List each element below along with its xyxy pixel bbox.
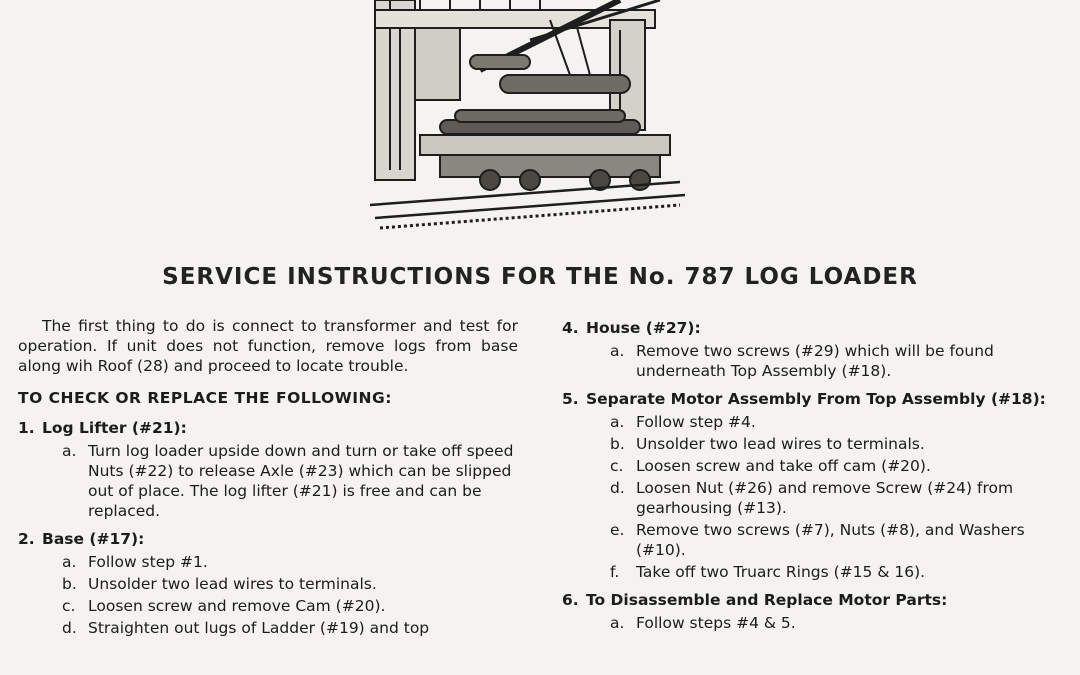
section-number: 6. xyxy=(562,591,579,609)
section-number: 5. xyxy=(562,390,579,408)
list-item: a. Follow steps #4 & 5. xyxy=(610,614,796,632)
list-item: c. Loosen screw and take off cam (#20). xyxy=(610,457,931,475)
list-item: d. Loosen Nut (#26) and remove Screw (#24) from gearhousing (#13). xyxy=(610,479,1014,517)
section-title: House (#27): xyxy=(586,319,701,337)
list-item: f. Take off two Truarc Rings (#15 & 16). xyxy=(610,563,926,581)
section-disassemble-motor xyxy=(562,590,1062,633)
list-item: a. Follow step #4. xyxy=(610,413,756,431)
section-number: 1. xyxy=(18,419,35,437)
section-title: Separate Motor Assembly From Top Assembly (#18): xyxy=(586,390,1046,408)
list-item: a. Follow step #1. xyxy=(62,553,208,571)
section-base xyxy=(18,529,518,638)
list-item: d. Straighten out lugs of Ladder (#19) and top xyxy=(62,619,430,637)
list-item: c. Loosen screw and remove Cam (#20). xyxy=(62,597,386,615)
list-item: e. Remove two screws (#7), Nuts (#8), and Washers (#10). xyxy=(610,521,1025,559)
section-log-lifter xyxy=(18,418,518,521)
section-number: 4. xyxy=(562,319,579,337)
right-column xyxy=(562,318,1062,641)
intro-paragraph: The first thing to do is connect to transformer and test for operation. If unit does not function, remove logs from base along wih Roof (28) and proceed to locate trouble. xyxy=(18,317,518,375)
log-loader-illustration xyxy=(360,0,690,240)
list-item: a. Remove two screws (#29) which will be found underneath Top Assembly (#18). xyxy=(610,342,994,380)
section-house xyxy=(562,318,1062,381)
page-title: SERVICE INSTRUCTIONS FOR THE No. 787 LOG LOADER xyxy=(162,264,918,290)
check-heading: TO CHECK OR REPLACE THE FOLLOWING: xyxy=(18,389,392,407)
list-item: b. Unsolder two lead wires to terminals. xyxy=(610,435,925,453)
section-title: To Disassemble and Replace Motor Parts: xyxy=(586,591,948,609)
section-title: Log Lifter (#21): xyxy=(42,419,187,437)
list-item: a. Turn log loader upside down and turn or take off speed Nuts (#22) to release Axle (#23) which can be slipped out of place. The log lifter (#21) is free and can be replaced. xyxy=(62,442,514,520)
section-title: Base (#17): xyxy=(42,530,145,548)
section-number: 2. xyxy=(18,530,35,548)
list-item: b. Unsolder two lead wires to terminals. xyxy=(62,575,377,593)
left-column xyxy=(18,316,518,646)
section-separate-motor xyxy=(562,389,1062,582)
